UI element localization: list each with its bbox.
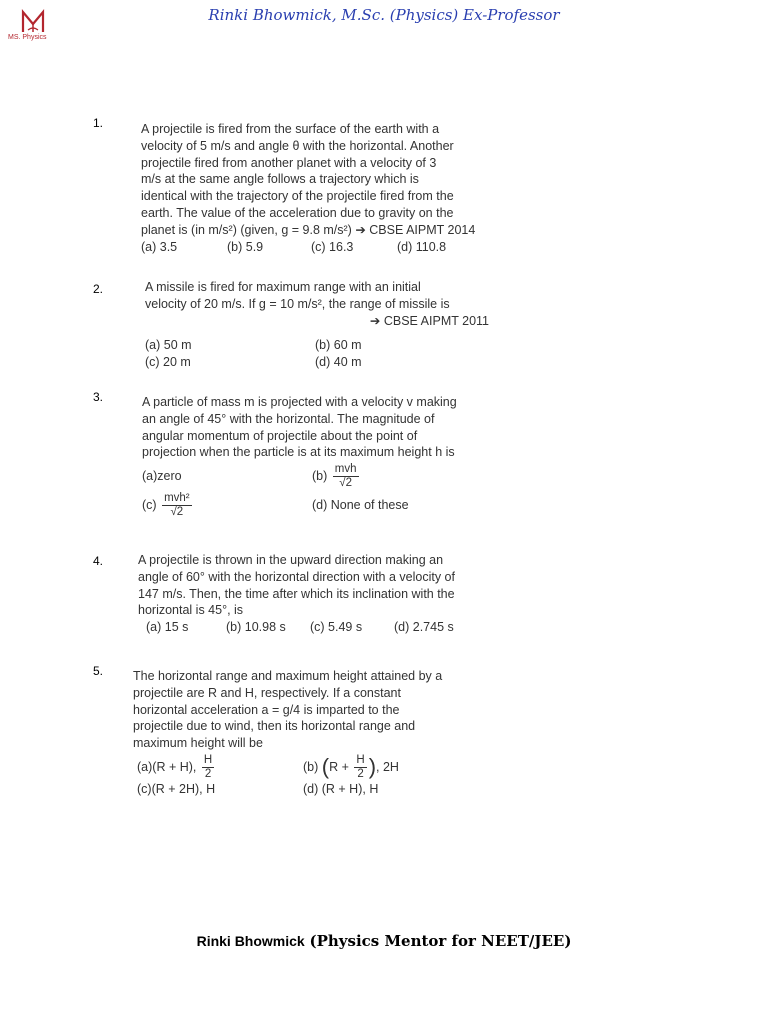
question-number: 1. — [93, 116, 104, 130]
fraction-numerator: H — [203, 753, 213, 766]
option-d: (d) 40 m — [315, 355, 362, 370]
question-line: projection when the particle is at its maximum height h is — [142, 445, 455, 460]
exam-source: ➔ CBSE AIPMT 2014 — [355, 222, 476, 237]
question-line: velocity of 20 m/s. If g = 10 m/s², the range of missile is — [145, 296, 450, 311]
question-line: A projectile is fired from the surface of the earth with a — [141, 122, 440, 136]
option-b: (b) 5.9 — [227, 239, 264, 254]
option-c: (c) 16.3 — [311, 239, 354, 254]
options-row — [145, 337, 505, 354]
question-line: projectile due to wind, then its horizontal range and — [133, 719, 416, 734]
author-name: Rinki Bhowmick — [196, 933, 305, 949]
question-4 — [138, 552, 508, 636]
question-line: projectile fired from another planet with a velocity of 3 — [141, 155, 437, 170]
right-paren-icon: ) — [368, 754, 377, 780]
question-1 — [141, 121, 501, 255]
option-prefix: (c) — [142, 497, 157, 512]
question-line: horizontal acceleration a = g/4 is imparted to the — [133, 702, 400, 717]
question-3 — [142, 394, 502, 519]
options-row — [133, 754, 503, 781]
fraction-numerator: H — [356, 753, 365, 766]
question-line: A particle of mass m is projected with a velocity v making — [142, 395, 457, 409]
question-5 — [133, 668, 503, 798]
options-row — [145, 354, 505, 371]
question-line: projectile are R and H, respectively. If a constant — [133, 685, 401, 700]
exam-source: ➔ CBSE AIPMT 2011 — [369, 313, 489, 328]
question-line: an angle of 45° with the horizontal. The magnitude of — [142, 411, 435, 426]
question-line: 147 m/s. Then, the time after which its inclination with the — [138, 586, 455, 601]
page-footer — [0, 932, 768, 950]
question-line: velocity of 5 m/s and angle θ with the horizontal. Another — [141, 138, 454, 153]
fraction-denominator: √2 — [170, 506, 184, 519]
option-c — [142, 492, 312, 519]
option-c: (c) 20 m — [145, 355, 191, 370]
options-row — [142, 463, 502, 490]
logo-text: MS. Physics — [8, 34, 47, 41]
options-row — [133, 781, 503, 798]
question-line: The horizontal range and maximum height attained by a — [133, 669, 443, 683]
question-number: 5. — [93, 664, 104, 678]
question-line: maximum height will be — [133, 736, 263, 751]
options-row — [138, 619, 508, 636]
option-prefix: (a)(R + H), — [137, 759, 197, 774]
left-paren-icon: ( — [321, 754, 330, 780]
question-line: m/s at the same angle follows a trajectory which is — [141, 172, 419, 187]
option-a: (a)zero — [142, 469, 182, 484]
option-d: (d) 2.745 s — [394, 620, 454, 635]
option-c: (c)(R + 2H), H — [137, 781, 216, 796]
option-b — [303, 754, 399, 781]
option-a: (a) 15 s — [146, 620, 189, 635]
question-line: A missile is fired for maximum range with an initial — [145, 280, 421, 294]
option-d: (d) 110.8 — [397, 239, 447, 254]
option-prefix: (b) — [312, 468, 328, 483]
option-d: (d) (R + H), H — [303, 781, 379, 796]
option-a — [137, 754, 303, 781]
question-line: angle of 60° with the horizontal direction with a velocity of — [138, 569, 455, 584]
options-row — [142, 492, 502, 519]
question-number: 4. — [93, 554, 104, 568]
option-c: (c) 5.49 s — [310, 620, 363, 635]
question-2 — [145, 279, 505, 371]
question-line: A projectile is thrown in the upward direction making an — [138, 553, 444, 567]
fraction — [202, 754, 214, 781]
option-suffix: , 2H — [376, 759, 399, 774]
fraction-numerator: mvh — [334, 463, 357, 476]
option-d: (d) None of these — [312, 498, 409, 513]
fraction-denominator: 2 — [204, 767, 212, 780]
question-line-with-source — [141, 222, 501, 239]
option-prefix: (b) — [303, 759, 319, 774]
question-line: earth. The value of the acceleration due to gravity on the — [141, 205, 454, 220]
question-number: 2. — [93, 282, 104, 296]
question-line: planet is (in m/s²) (given, g = 9.8 m/s²) — [141, 222, 352, 237]
fraction-numerator: mvh² — [164, 492, 190, 505]
option-b — [312, 463, 361, 490]
fraction-denominator: √2 — [339, 477, 352, 490]
question-line: identical with the trajectory of the projectile fired from the — [141, 189, 454, 204]
options-row — [141, 239, 501, 256]
option-a: (a) 3.5 — [141, 239, 178, 254]
option-b: (b) 60 m — [315, 338, 362, 353]
page-header: Rinki Bhowmick, M.Sc. (Physics) Ex-Professor — [208, 6, 560, 24]
author-title: (Physics Mentor for NEET/JEE) — [309, 932, 572, 950]
fraction-denominator: 2 — [357, 767, 364, 780]
option-a: (a) 50 m — [145, 338, 192, 353]
fraction — [333, 463, 359, 490]
question-line: angular momentum of projectile about the point of — [142, 428, 418, 443]
question-line: horizontal is 45°, is — [138, 603, 244, 618]
fraction — [354, 754, 366, 781]
question-number: 3. — [93, 390, 104, 404]
fraction — [162, 492, 192, 519]
option-b: (b) 10.98 s — [226, 620, 286, 635]
option-inner: R + — [329, 759, 349, 774]
